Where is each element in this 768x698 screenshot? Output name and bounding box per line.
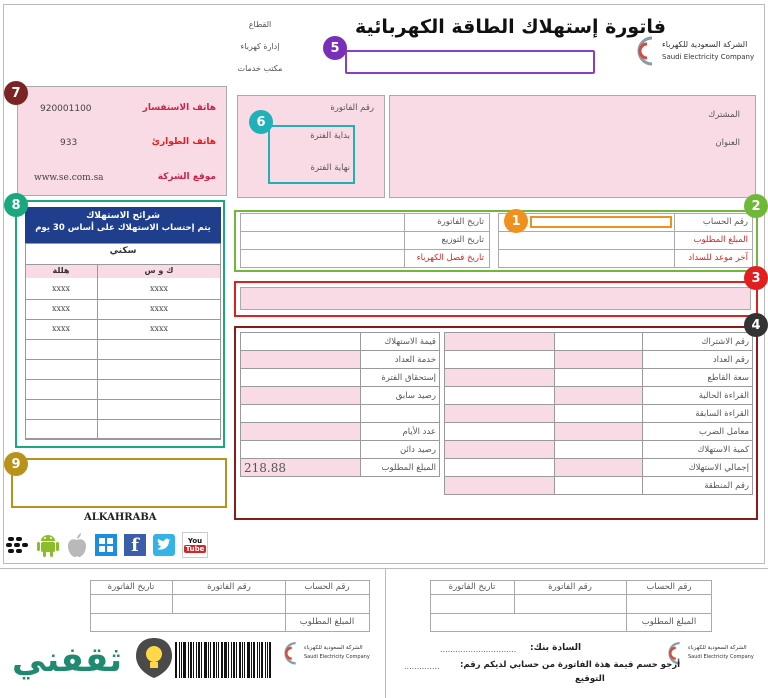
facebook-icon[interactable]: f (124, 534, 146, 556)
barcode-bar (228, 642, 229, 678)
last-date-label: آخر موعد للسداد (688, 253, 748, 263)
details-right-label: رقم الاشتراك (643, 333, 753, 351)
tariff-col1: ك و س (144, 266, 174, 275)
stub-right-invoice-no: رقم الفاتورة (548, 582, 592, 592)
details-right-value (445, 351, 555, 369)
badge-8: 8 (4, 193, 28, 217)
tariff-cell-kwh: xxxx (149, 284, 169, 293)
website[interactable]: www.se.com.sa (34, 173, 104, 183)
details-right-label: إجمالي الاستهلاك (643, 459, 753, 477)
details-right-extra (555, 351, 643, 369)
badge-9: 9 (4, 452, 28, 476)
tariff-row-divider (25, 419, 221, 420)
tariff-category: سكني (109, 246, 137, 256)
company-name-en: Saudi Electricity Company (662, 53, 755, 61)
signature-label: التوقيع (575, 674, 605, 684)
barcode-bar (181, 642, 182, 678)
invoice-no-label: رقم الفاتورة (330, 103, 374, 113)
windows-icon[interactable] (95, 534, 117, 556)
details-row (445, 423, 753, 441)
tariff-cell-kwh: xxxx (149, 324, 169, 333)
details-row (445, 459, 753, 477)
details-right-value (445, 333, 555, 351)
details-left-value: 218.88 (241, 459, 361, 477)
details-right-extra (555, 477, 643, 495)
tariff-cell-halala: xxxx (51, 324, 71, 333)
details-right-extra (555, 369, 643, 387)
tariff-row-divider (25, 439, 221, 440)
page-title: فاتورة إستهلاك الطاقة الكهربائية (355, 16, 666, 38)
tariff-row-divider (25, 399, 221, 400)
barcode-bar (198, 642, 200, 678)
stub-right-invoice-date: تاريخ الفاتورة (448, 582, 496, 592)
details-row (241, 459, 440, 477)
details-right-label: القراءة السابقة (643, 405, 753, 423)
details-row (241, 333, 440, 351)
stub-vertical-divider (385, 568, 386, 698)
inquiry-phone: 920001100 (40, 104, 92, 114)
details-left-table (240, 332, 440, 477)
details-left-label: إستحقاق الفترة (361, 369, 440, 387)
bank-label: السادة بنك: (530, 643, 582, 653)
details-right-value (445, 369, 555, 387)
barcode-bar (267, 642, 268, 678)
tariff-col2: هللة (52, 266, 70, 275)
badge-2: 2 (744, 194, 768, 218)
details-right-value (445, 405, 555, 423)
badge-6: 6 (249, 110, 273, 134)
details-left-label: قيمة الاستهلاك (361, 333, 440, 351)
note-box (11, 458, 227, 508)
details-right-extra (555, 441, 643, 459)
badge-4: 4 (744, 313, 768, 337)
youtube-you: You (187, 537, 203, 545)
details-left-value (241, 369, 361, 387)
brand-label: ALKAHRABA (84, 512, 157, 523)
barcode-bar (244, 642, 245, 678)
site-label: موقع الشركة (157, 172, 216, 182)
details-right-value (445, 441, 555, 459)
cutoff-date-label: تاريخ فصل الكهرباء (416, 253, 484, 263)
tariff-header (25, 207, 221, 243)
details-right-value (445, 459, 555, 477)
inquiry-label: هاتف الاستفسار (142, 103, 216, 113)
tariff-cell-halala: xxxx (51, 284, 71, 293)
barcode-bar (216, 642, 217, 678)
tariff-row-divider (25, 359, 221, 360)
emergency-label: هاتف الطوارئ (151, 137, 216, 147)
barcode (175, 642, 273, 678)
details-right-label: كمية الاستهلاك (643, 441, 753, 459)
barcode-bar (210, 642, 211, 678)
barcode-bar (190, 642, 192, 678)
stub-left-logo (280, 640, 375, 670)
badge-7: 7 (4, 81, 28, 105)
details-row (445, 387, 753, 405)
barcode-bar (188, 642, 189, 678)
stub-right-company-ar: الشركة السعودية للكهرباء (688, 645, 747, 651)
barcode-bar (201, 642, 202, 678)
barcode-bar (224, 642, 227, 678)
details-row (241, 423, 440, 441)
barcode-bar (269, 642, 271, 678)
barcode-bar (183, 642, 186, 678)
details-left-label (361, 405, 440, 423)
barcode-bar (179, 642, 180, 678)
tariff-title: شرائح الاستهلاك (86, 211, 160, 221)
details-row (241, 405, 440, 423)
details-right-extra (555, 423, 643, 441)
details-right-label: معامل الضرب (643, 423, 753, 441)
barcode-bar (196, 642, 197, 678)
details-left-value (241, 351, 361, 369)
youtube-icon[interactable] (182, 532, 208, 558)
details-row (241, 369, 440, 387)
sector-label: القطاع (248, 20, 272, 29)
details-left-label: عدد الأيام (361, 423, 440, 441)
stub-left-amount: المبلغ المطلوب (299, 617, 355, 627)
barcode-bar (251, 642, 252, 678)
amount-due-label: المبلغ المطلوب (693, 235, 748, 245)
details-right-label: القراءة الحالية (643, 387, 753, 405)
details-left-value (241, 333, 361, 351)
account-dots: .............. (404, 662, 440, 671)
barcode-bar (221, 642, 223, 678)
details-right-extra (555, 405, 643, 423)
tariff-row-divider (25, 339, 221, 340)
barcode-bar (204, 642, 207, 678)
address-label: العنوان (715, 138, 740, 148)
barcode-bar (236, 642, 237, 678)
badge-1: 1 (504, 209, 528, 233)
account-number-field[interactable] (530, 216, 672, 228)
details-right-value (445, 477, 555, 495)
emergency-phone: 933 (60, 138, 78, 148)
details-row (445, 441, 753, 459)
watermark-text: ثقفني (12, 640, 122, 680)
tariff-cell-kwh: xxxx (149, 304, 169, 313)
debit-instruction: أرجو حسم قيمة هذة الفاتورة من حسابي لديكم رقم: (460, 660, 681, 670)
barcode-bar (218, 642, 219, 678)
stub-left-invoice-date: تاريخ الفاتورة (107, 582, 155, 592)
details-row (241, 441, 440, 459)
barcode-bar (253, 642, 255, 678)
stub-left-account: رقم الحساب (304, 582, 350, 592)
stub-right-account: رقم الحساب (646, 582, 692, 592)
barcode-bar (265, 642, 266, 678)
details-right-extra (555, 387, 643, 405)
barcode-bar (193, 642, 194, 678)
details-row (241, 351, 440, 369)
details-row (445, 405, 753, 423)
details-row (445, 333, 753, 351)
details-right-extra (555, 333, 643, 351)
period-start-label: بداية الفترة (310, 131, 350, 141)
details-right-table (444, 332, 753, 495)
watermark-logo (6, 630, 176, 690)
company-name-ar: الشركة السعودية للكهرباء (662, 40, 748, 49)
office-label: مكتب خدمات (237, 64, 283, 73)
blackberry-icon[interactable] (4, 534, 30, 556)
details-row (445, 369, 753, 387)
details-right-extra (555, 459, 643, 477)
twitter-icon[interactable] (153, 534, 175, 556)
details-left-value (241, 405, 361, 423)
details-right-label: رقم المنطقة (643, 477, 753, 495)
apple-icon[interactable] (66, 534, 88, 556)
stub-divider (0, 568, 768, 569)
details-left-value (241, 387, 361, 405)
details-right-value (445, 423, 555, 441)
badge-5: 5 (323, 36, 347, 60)
details-left-label: رصيد سابق (361, 387, 440, 405)
subscriber-label: المشترك (708, 110, 740, 120)
barcode-bar (239, 642, 241, 678)
stub-right-table (430, 580, 712, 632)
details-left-value (241, 441, 361, 459)
tariff-subtitle: يتم إحتساب الاستهلاك على أساس 30 يوم (35, 223, 211, 233)
barcode-bar (257, 642, 258, 678)
period-end-label: نهاية الفترة (310, 163, 350, 173)
bank-dots: .............................. (440, 645, 517, 654)
tariff-row-divider (25, 379, 221, 380)
details-right-value (445, 387, 555, 405)
barcode-bar (259, 642, 260, 678)
message-bar (240, 287, 751, 310)
barcode-bar (231, 642, 232, 678)
details-row (241, 387, 440, 405)
stub-right-amount: المبلغ المطلوب (641, 617, 697, 627)
dist-date-label: تاريخ التوزيع (441, 235, 484, 245)
details-row (445, 351, 753, 369)
account-label: رقم الحساب (702, 217, 748, 227)
youtube-tube: Tube (185, 545, 205, 553)
tariff-cell-halala: xxxx (51, 304, 71, 313)
details-left-label: رصيد دائن (361, 441, 440, 459)
android-icon[interactable] (37, 534, 59, 556)
dept-label: إدارة كهرباء (240, 42, 280, 51)
details-left-label: خدمة العداد (361, 351, 440, 369)
stub-left-invoice-no: رقم الفاتورة (207, 582, 251, 592)
barcode-bar (208, 642, 209, 678)
details-left-value (241, 423, 361, 441)
barcode-bar (261, 642, 263, 678)
tariff-row-divider (25, 319, 221, 320)
barcode-bar (213, 642, 215, 678)
stub-left-company-ar: الشركة السعودية للكهرباء (304, 645, 363, 651)
stub-right-company-en: Saudi Electricity Company (688, 654, 754, 660)
tariff-row-divider (25, 299, 221, 300)
stub-left-table (90, 580, 370, 632)
barcode-bar (242, 642, 243, 678)
invoice-date-label: تاريخ الفاتورة (437, 217, 484, 227)
stub-left-company-en: Saudi Electricity Company (304, 654, 370, 660)
details-row (445, 477, 753, 495)
barcode-bar (233, 642, 235, 678)
details-left-label: المبلغ المطلوب (361, 459, 440, 477)
details-right-label: سعة القاطع (643, 369, 753, 387)
barcode-bar (247, 642, 250, 678)
social-icons (4, 530, 232, 560)
details-right-label: رقم العداد (643, 351, 753, 369)
badge-3: 3 (744, 266, 768, 290)
